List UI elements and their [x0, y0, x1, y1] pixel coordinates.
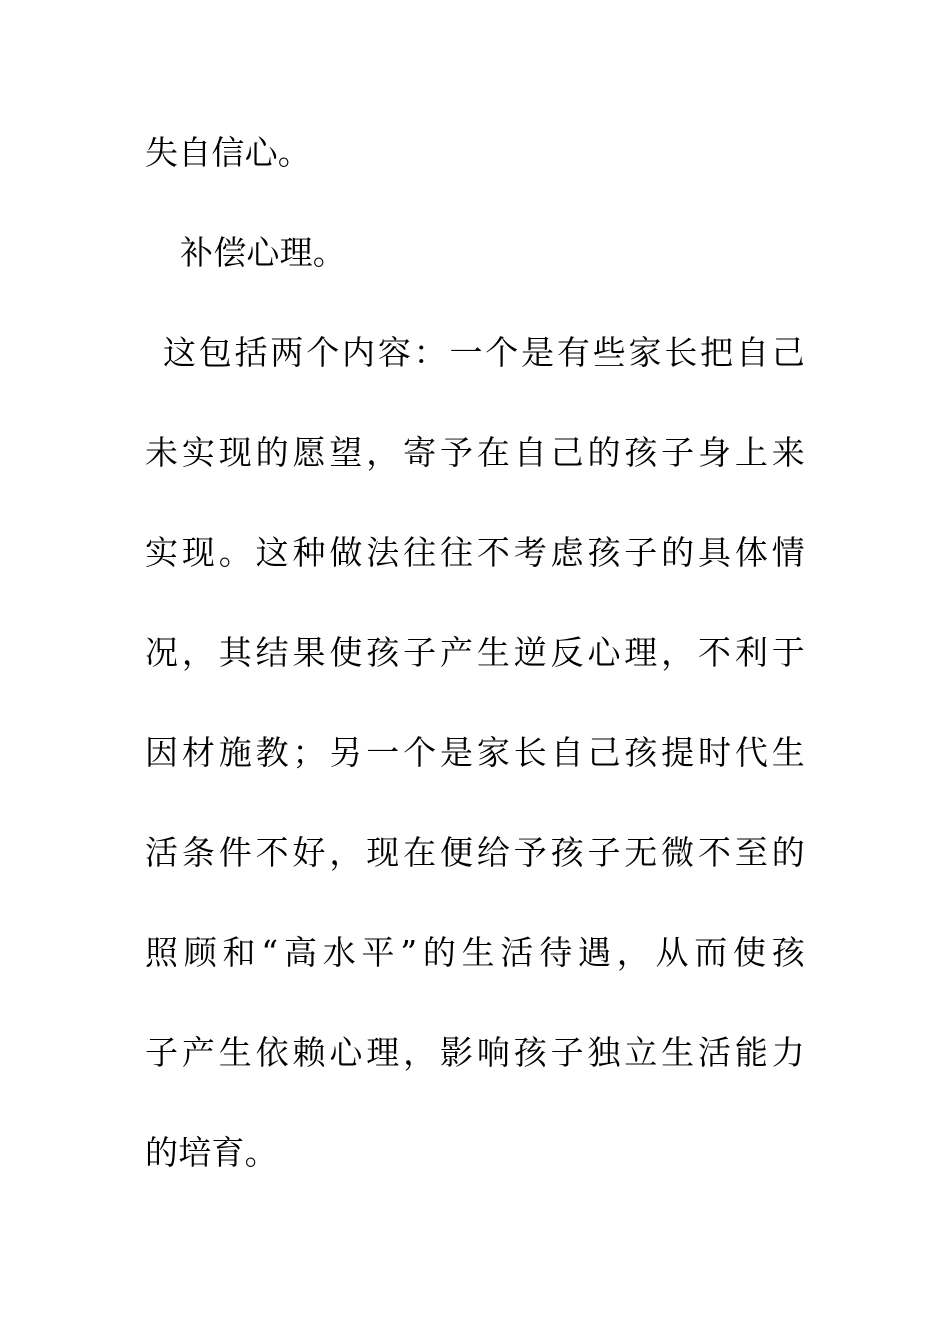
text-line-1: 失自信心。 — [145, 133, 311, 172]
text-line-7: 因材施教；另一个是家长自己孩提时代生 — [145, 733, 805, 772]
text-line-9: 照顾和“高水平”的生活待遇，从而使孩 — [145, 933, 805, 972]
text-line-11: 的培育。 — [145, 1133, 278, 1172]
text-line-8: 活条件不好，现在便给予孩子无微不至的 — [145, 833, 805, 872]
text-line-10: 子产生依赖心理，影响孩子独立生活能力 — [145, 1033, 805, 1072]
text-line-4: 未实现的愿望，寄予在自己的孩子身上来 — [145, 433, 805, 472]
text-line-6: 况，其结果使孩子产生逆反心理，不利于 — [145, 633, 805, 672]
section-heading: 补偿心理。 — [180, 233, 346, 272]
text-line-3: 这包括两个内容：一个是有些家长把自己 — [163, 333, 805, 372]
text-line-5: 实现。这种做法往往不考虑孩子的具体情 — [145, 533, 805, 572]
